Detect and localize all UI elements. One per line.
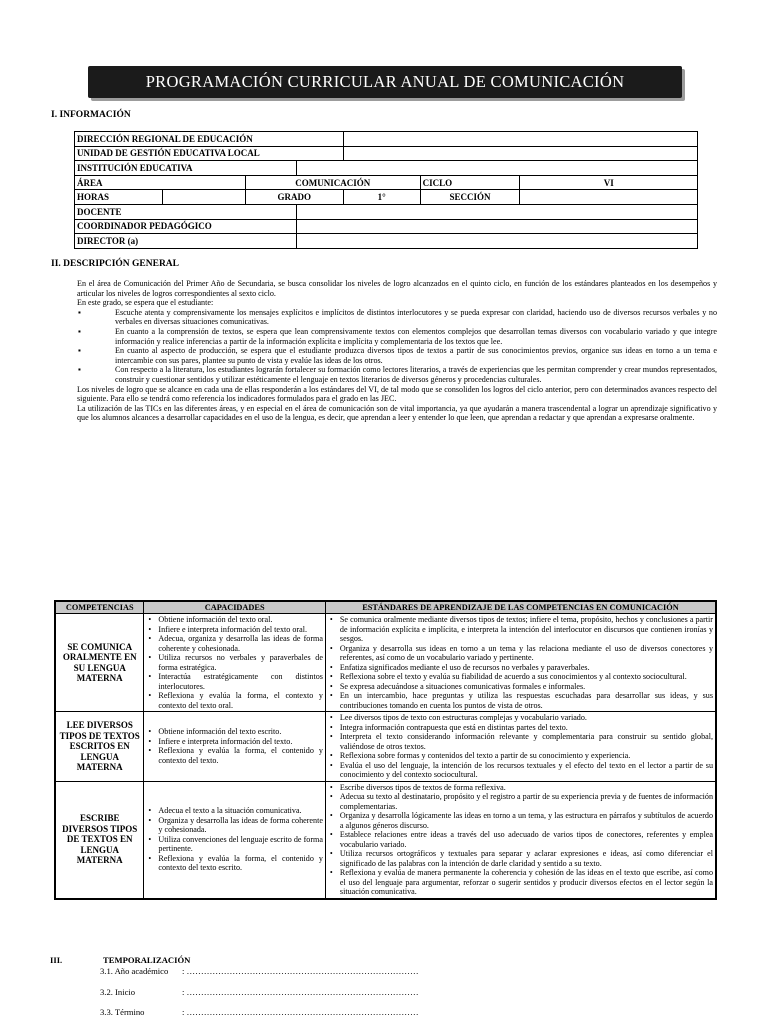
- info-value-ie[interactable]: [296, 161, 697, 176]
- estandar-item: • Organiza y desarrolla sus ideas en torno a un tema y las relaciona mediante el uso de diversos conectores y referentes, así como de un vocabulario variado y pertinente.: [340, 644, 713, 663]
- info-value-dre[interactable]: [343, 132, 697, 147]
- description-paragraph: Los niveles de logro que se alcance en cada una de ellas responderán a los estándares del VI, de tal modo que se consoliden los logros del ciclo anterior, pero con determinados avances respecto del siguiente. Para ello se tendrá como referencia los indicadores formulados para el grado en las JEC.: [77, 384, 717, 404]
- estandar-item: • Reflexiona sobre formas y contenidos del texto a partir de su conocimiento y experiencia.: [340, 751, 713, 761]
- info-label-horas: HORAS: [75, 190, 163, 205]
- capacidad-item: • Obtiene información del texto oral.: [158, 615, 323, 625]
- info-label-dre: DIRECCIÓN REGIONAL DE EDUCACIÓN: [75, 132, 344, 147]
- competencias-header-row: [55, 601, 716, 614]
- temporalizacion-title: TEMPORALIZACIÓN: [103, 955, 191, 965]
- competencia-name: LEE DIVERSOS TIPOS DE TEXTOS ESCRITOS EN LENGUA MATERNA: [55, 712, 144, 782]
- info-label-grado: GRADO: [245, 190, 343, 205]
- capacidad-item: • Utiliza recursos no verbales y paraverbales de forma estratégica.: [158, 653, 323, 672]
- estandar-item: • Reflexiona sobre el texto y evalúa su fiabilidad de acuerdo a sus conocimientos y al contexto sociocultural.: [340, 672, 713, 682]
- temporalizacion-label: 3.1. Año académico: [100, 966, 169, 976]
- header-capacidades: CAPACIDADES: [144, 601, 326, 614]
- competencia-row-lee: [55, 712, 716, 782]
- temporalizacion-number: III.: [50, 955, 63, 965]
- document-title-banner: PROGRAMACIÓN CURRICULAR ANUAL DE COMUNICACIÓN: [88, 66, 682, 98]
- info-row-coordinador: [75, 219, 698, 234]
- estandar-item: • Evalúa el uso del lenguaje, la intención de los recursos textuales y el efecto del texto en el lector a partir de su conocimiento y del contexto sociocultural.: [340, 761, 713, 780]
- estandar-item: • Adecua su texto al destinatario, propósito y el registro a partir de su experiencia previa y de fuentes de información complementarias.: [340, 792, 713, 811]
- info-table: [74, 131, 698, 249]
- info-label-ciclo: CICLO: [420, 175, 520, 190]
- estandar-item: • Organiza y desarrolla lógicamente las ideas en torno a un tema, y las estructura en párrafos y subtítulos de acuerdo a algunos géneros discurso.: [340, 811, 713, 830]
- info-value-director[interactable]: [296, 234, 697, 249]
- general-description: [77, 279, 717, 423]
- capacidad-item: • Reflexiona y evalúa la forma, el contenido y contexto del texto.: [158, 746, 323, 765]
- competencia-row-oral: [55, 614, 716, 712]
- estandar-item: • Interpreta el texto considerando información relevante y complementaria para construir su sentido global, valiéndose de otros textos.: [340, 732, 713, 751]
- description-bullet: ▪ Escuche atenta y comprensivamente los mensajes explícitos e implícitos de distintos interlocutores y se pueda expresar con claridad, haciendo uso de diversos recursos verbales y no verbales en diversas situaciones comunicativas.: [77, 308, 717, 327]
- capacidad-item: • Obtiene información del texto escrito.: [158, 727, 323, 737]
- estandar-item: • Utiliza recursos ortográficos y textuales para separar y aclarar expresiones e ideas, así como diferenciar el significado de las palabras con la intención de darle claridad y sentido a su texto.: [340, 849, 713, 868]
- info-label-area: ÁREA: [75, 175, 246, 190]
- estandar-item: • Se expresa adecuándose a situaciones comunicativas formales e informales.: [340, 682, 713, 692]
- description-bullet: ▪ Con respecto a la literatura, los estudiantes lograrán fortalecer su formación como lectores literarios, a través de experiencias que les permitan comprender y crear mundos representados, construir y cuestionar sentidos y utilizar estéticamente el lenguaje en textos literarios de diversos géneros y procedencias culturales.: [77, 365, 717, 384]
- capacidad-item: • Organiza y desarrolla las ideas de forma coherente y cohesionada.: [158, 816, 323, 835]
- capacidad-item: • Reflexiona y evalúa la forma, el contexto y contexto del texto oral.: [158, 691, 323, 710]
- info-label-director: DIRECTOR (a): [75, 234, 297, 249]
- estandar-item: • Escribe diversos tipos de textos de forma reflexiva.: [340, 783, 713, 793]
- estandar-item: • Integra información contrapuesta que está en distintas partes del texto.: [340, 723, 713, 733]
- info-value-grado: 1°: [343, 190, 420, 205]
- description-paragraph: En este grado, se espera que el estudiante:: [77, 298, 214, 308]
- competencias-table: [54, 600, 717, 900]
- estandar-item: • Se comunica oralmente mediante diversos tipos de textos; infiere el tema, propósito, hechos y conclusiones a partir de información explícita e implícita, e interpreta la intención del interlocutor en discursos que contienen ironías y sesgos.: [340, 615, 713, 644]
- capacidad-item: • Infiere e interpreta información del texto.: [158, 737, 323, 747]
- info-row-director: [75, 234, 698, 249]
- description-paragraph: En el área de Comunicación del Primer Año de Secundaria, se busca consolidar los niveles de logro alcanzados en el quinto ciclo, en función de los estándares planteados en los desempeños y articular los niveles de logros correspondientes al sexto ciclo.: [77, 279, 717, 298]
- estandar-item: • Lee diversos tipos de texto con estructuras complejas y vocabulario variado.: [340, 713, 713, 723]
- capacidad-item: • Adecua, organiza y desarrolla las ideas de forma coherente y cohesionada.: [158, 634, 323, 653]
- header-estandares: ESTÁNDARES DE APRENDIZAJE DE LAS COMPETENCIAS EN COMUNICACIÓN: [325, 601, 716, 614]
- capacidad-item: • Adecua el texto a la situación comunicativa.: [158, 806, 323, 816]
- estandar-item: • En un intercambio, hace preguntas y utiliza las respuestas escuchadas para desarrollar sus ideas, y sus contribuciones tomando en cuenta los puntos de vista de otros.: [340, 691, 713, 710]
- info-value-coordinador[interactable]: [296, 219, 697, 234]
- temporalizacion-field[interactable]: : ………………………………………………………………………: [182, 987, 419, 997]
- capacidad-item: • Reflexiona y evalúa la forma, el contenido y contexto del texto escrito.: [158, 854, 323, 873]
- estandar-item: • Enfatiza significados mediante el uso de recursos no verbales y paraverbales.: [340, 663, 713, 673]
- section-descripcion-title: II. DESCRIPCIÓN GENERAL: [51, 259, 180, 269]
- info-label-docente: DOCENTE: [75, 204, 297, 219]
- info-label-ugel: UNIDAD DE GESTIÓN EDUCATIVA LOCAL: [75, 146, 344, 161]
- info-value-docente[interactable]: [296, 204, 697, 219]
- estandar-item: • Reflexiona y evalúa de manera permanente la coherencia y cohesión de las ideas en el texto que escribe, así como el uso del lenguaje para argumentar, reforzar o sugerir sentidos y producir diversos efectos en el lector según la situación comunicativa.: [340, 868, 713, 897]
- description-bullet: ▪ En cuanto al aspecto de producción, se espera que el estudiante produzca diversos tipos de textos a partir de sus conocimientos previos, organice sus ideas en torno a un tema e intercambie con sus pares, plantee su punto de vista y evalúe las ideas de los otros.: [77, 346, 717, 365]
- capacidad-item: • Interactúa estratégicamente con distintos interlocutores.: [158, 672, 323, 691]
- info-label-ie: INSTITUCIÓN EDUCATIVA: [75, 161, 297, 176]
- estandar-item: • Establece relaciones entre ideas a través del uso adecuado de varios tipos de conectores, referentes y emplea vocabulario variado.: [340, 830, 713, 849]
- info-row-ugel: [75, 146, 698, 161]
- competencia-row-escribe: [55, 781, 716, 899]
- temporalizacion-field[interactable]: : ………………………………………………………………………: [182, 966, 419, 976]
- info-value-horas[interactable]: [162, 190, 245, 205]
- capacidad-item: • Utiliza convenciones del lenguaje escrito de forma pertinente.: [158, 835, 323, 854]
- info-label-coordinador: COORDINADOR PEDAGÓGICO: [75, 219, 297, 234]
- temporalizacion-label: 3.3. Término: [100, 1007, 145, 1017]
- capacidades-cell: [144, 781, 326, 899]
- estandares-cell: [325, 614, 716, 712]
- capacidad-item: • Infiere e interpreta información del texto oral.: [158, 625, 323, 635]
- temporalizacion-field[interactable]: : ………………………………………………………………………: [182, 1007, 419, 1017]
- info-value-area: COMUNICACIÓN: [245, 175, 420, 190]
- estandares-cell: [325, 781, 716, 899]
- info-row-dre: [75, 132, 698, 147]
- section-informacion-title: I. INFORMACIÓN: [51, 110, 131, 120]
- info-row-ie: [75, 161, 698, 176]
- capacidades-cell: [144, 614, 326, 712]
- info-value-ugel[interactable]: [343, 146, 697, 161]
- info-value-ciclo: VI: [520, 175, 698, 190]
- header-competencias: COMPETENCIAS: [55, 601, 144, 614]
- info-row-area: [75, 175, 698, 190]
- description-paragraph: La utilización de las TICs en las diferentes áreas, y en especial en el área de comunicación son de vital importancia, ya que ayudarán a manera trascendental a lograr un aprendizaje significativo y que los alumnos alcances a desarrollar capacidades en el uso de la lengua, es decir, que aprendan a leer y entender lo que leen, que aprendan a redactar y que aprendan a expresarse oralmente.: [77, 403, 717, 423]
- competencia-name: ESCRIBE DIVERSOS TIPOS DE TEXTOS EN LENGUA MATERNA: [55, 781, 144, 899]
- competencia-name: SE COMUNICA ORALMENTE EN SU LENGUA MATERNA: [55, 614, 144, 712]
- temporalizacion-label: 3.2. Inicio: [100, 987, 136, 997]
- info-label-seccion: SECCIÓN: [420, 190, 520, 205]
- estandares-cell: [325, 712, 716, 782]
- info-row-docente: [75, 204, 698, 219]
- capacidades-cell: [144, 712, 326, 782]
- description-bullet: ▪ En cuanto a la comprensión de textos, se espera que lean comprensivamente textos con elementos complejos que desarrollan temas diversos con vocabulario variado y que integre información y realice inferencias a partir de la información explícita e implícita y complementaria de los textos que lee.: [77, 327, 717, 346]
- info-row-horas: [75, 190, 698, 205]
- info-value-seccion[interactable]: [520, 190, 698, 205]
